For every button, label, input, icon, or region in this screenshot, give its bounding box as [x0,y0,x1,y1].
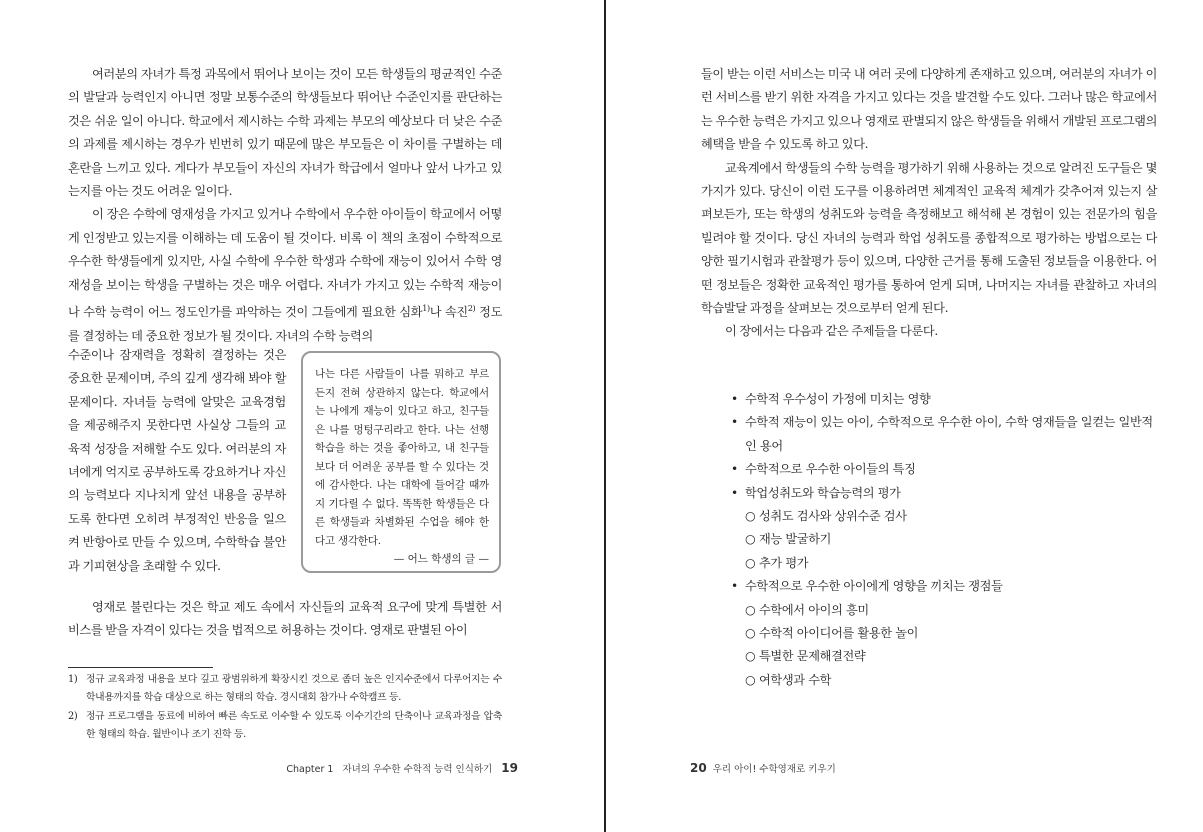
left-body-text-bottom [68,596,502,643]
circle-bullet-icon: ○ [745,649,756,664]
subtopic-item [731,622,1161,645]
topic-text: 성취도 검사와 상위수준 검사 [759,509,907,524]
footnote-ref[interactable]: 1) [422,304,430,314]
student-quote-box [301,351,501,573]
footnote-text: 정규 교육과정 내용을 보다 깊고 광범위하게 확장시킨 것으로 좀더 높은 인지수준에서 다루어지는 수학내용까지를 학습 대상으로 하는 형태의 학습. 경시대회 참가나 수학캠프 등. [86,674,502,704]
page-number: 20 [690,761,707,775]
topic-text: 수학적으로 우수한 아이에게 영향을 끼치는 쟁점들 [745,579,1003,594]
paragraph: 교육계에서 학생들의 수학 능력을 평가하기 위해 사용하는 것으로 알려진 도구들은 몇 가지가 있다. 당신이 이런 도구를 이용하려면 체계적인 교육적 체계가 갖추어져 있는지 살펴보든가, 또는 학생의 성취도와 능력을 측정해보고 해석해 본 경험이 있는 전문가의 힘을 빌려야 할 것이다. 당신 자녀의 능력과 학업 성취도를 종합적으로 평가하는 방법으로는 다양한 필기시험과 관찰평가 등이 있으며, 다양한 근거를 통해 도출된 정보들을 이용한다. 어떤 정보들은 정확한 교육적인 평가를 통하여 얻게 되며, 나머지는 자녀를 관찰하고 자녀의 학습발달 과정을 살펴보는 것으로부터 얻게 된다. [701,160,1157,316]
subtopic-item [731,669,1161,692]
left-page-footer [286,761,518,775]
bullet-icon: • [731,579,738,594]
paragraph-continuation: 수준이나 잠재력을 정확히 결정하는 것은 중요한 문제이며, 주의 깊게 생각해 봐야 할 문제이다. 자녀들 능력에 알맞은 교육경험을 제공해주지 못한다면 사실상 그들의 교육적 성장을 저해할 수도 있다. 여러분의 자녀에게 억지로 공부하도록 강요하거나 자신의 능력보다 지나치게 앞선 내용을 공부하도록 한다면 오히려 부정적인 반응을 일으켜 반항아로 만들 수 있으며, 수학학습 불안과 기피현상을 초래할 수 있다. [68,348,286,573]
paragraph: 영재로 불린다는 것은 학교 제도 속에서 자신들의 교육적 요구에 맞게 특별한 서비스를 받을 자격이 있다는 것을 법적으로 허용하는 것이다. 영재로 판별된 아이 [68,600,502,638]
footnote-ref[interactable]: 2) [467,304,476,314]
paragraph: 여러분의 자녀가 특정 과목에서 뛰어나 보이는 것이 모든 학생들의 평균적인 수준의 발달과 능력인지 아니면 정말 보통수준의 학생들보다 뛰어난 수준인지를 판단하는 것은 쉬운 일이 아니다. 학교에서 제시하는 수학 과제는 부모의 예상보다 더 낮은 수준의 과제를 제시하는 경우가 빈번히 있기 때문에 많은 부모들은 이 차이를 구별하는 데 혼란을 느끼고 있다. 게다가 부모들이 자신의 자녀가 학급에서 얼마나 앞서 나가고 있는지를 아는 것도 어려운 일이다. [68,67,502,199]
paragraph-text: 이 장은 수학에 영재성을 가지고 있거나 수학에서 우수한 아이들이 학교에서 어떻게 인정받고 있는지를 이해하는 데 도움이 될 것이다. 비록 이 책의 초점이 수학적으로 우수한 학생들에게 있지만, 사실 수학에 우수한 학생과 수학에 재능이 있어서 수학 영재성을 보이는 학생을 구별하는 것은 매우 어렵다. 자녀가 가지고 있는 수학적 재능이나 수학 능력이 어느 정도인가를 파악하는 것이 그들에게 필요한 심화 [68,207,502,320]
topic-text: 수학적 우수성이 가정에 미치는 영향 [745,392,931,406]
footnotes [68,671,502,744]
subtopic-item [731,505,1161,528]
page-number: 19 [501,761,518,775]
quote-source: — 어느 학생의 글 — [393,553,489,565]
circle-bullet-icon: ○ [745,532,756,547]
footnote-number: 2) [68,710,78,722]
chapter-topics-list [731,388,1161,692]
footnote-number: 1) [68,674,78,685]
paragraph-text: 나 속진 [429,305,468,320]
topic-text: 수학적 재능이 있는 아이, 수학적으로 우수한 아이, 수학 영재들을 일컫는 일반적인 용어 [745,415,1153,453]
topic-item [731,458,1161,481]
paragraph: 들이 받는 이런 서비스는 미국 내 여러 곳에 다양하게 존재하고 있으며, 여러분의 자녀가 이런 서비스를 받기 위한 자격을 가지고 있다는 것을 발견할 수도 있다. 그러나 많은 학교에서는 우수한 능력은 가지고 있으나 영재로 판별되지 않은 학생들을 위해서 개발된 프로그램의 혜택을 받을 수 있도록 하고 있다. [701,67,1157,152]
bullet-icon: • [731,485,738,500]
subtopic-item [731,552,1161,575]
quote-text: 나는 다른 사람들이 나를 뭐하고 부르든지 전혀 상관하지 않는다. 학교에서는 나에게 재능이 있다고 하고, 친구들은 나를 멍텅구리라고 한다. 나는 선행학습을 하는 것을 좋아하고, 내 친구들보다 더 어려운 공부를 할 수 있다는 것에 감사한다. 나는 대학에 들어갈 때까지 기다릴 수 없다. 똑똑한 학생들은 다른 학생들과 차별화된 수업을 해야 한다고 생각한다. [315,368,489,547]
circle-bullet-icon: ○ [745,672,756,687]
footnote-divider [68,667,213,668]
topic-item [731,575,1161,598]
subtopic-item [731,528,1161,551]
circle-bullet-icon: ○ [745,555,756,570]
topic-item [731,482,1161,505]
footnote [68,671,502,708]
topic-text: 수학에서 아이의 흥미 [759,602,869,617]
right-page [606,0,1203,832]
left-body-text [68,63,502,348]
topic-text: 재능 발굴하기 [759,532,832,547]
footnote-text: 정규 프로그램을 동료에 비하여 빠른 속도로 이수할 수 있도록 이수기간의 단축이나 교육과정을 압축한 형태의 학습. 월반이나 조기 진학 등. [86,710,502,740]
paragraph [68,203,502,348]
topic-text: 학업성취도와 학습능력의 평가 [745,485,901,500]
topic-item [731,411,1161,458]
topic-text: 여학생과 수학 [759,672,832,687]
book-title: 우리 아이! 수학영재로 키우기 [712,764,836,775]
topic-text: 추가 평가 [759,555,809,570]
topic-text: 수학적 아이디어를 활용한 놀이 [759,626,919,641]
right-page-footer [690,761,836,775]
chapter-title: 자녀의 우수한 수학적 능력 인식하기 [342,764,493,775]
subtopic-item [731,645,1161,668]
bullet-icon: • [731,415,738,430]
topic-item [731,388,1161,411]
circle-bullet-icon: ○ [745,626,756,641]
subtopic-item [731,599,1161,622]
bullet-icon: • [731,462,738,477]
topic-text: 수학적으로 우수한 아이들의 특징 [745,462,916,477]
paragraph: 이 장에서는 다음과 같은 주제들을 다룬다. [725,324,938,339]
right-body-text [701,63,1157,344]
side-area [68,344,502,604]
footnote [68,708,502,745]
circle-bullet-icon: ○ [745,509,756,524]
circle-bullet-icon: ○ [745,602,756,617]
chapter-label: Chapter 1 [286,764,334,775]
bullet-icon: • [731,392,738,406]
paragraph-text: 정도를 결정하는 데 중요한 정보가 될 것이다. 자녀의 수학 능력의 [68,305,502,343]
topic-text: 특별한 문제해결전략 [759,649,866,664]
